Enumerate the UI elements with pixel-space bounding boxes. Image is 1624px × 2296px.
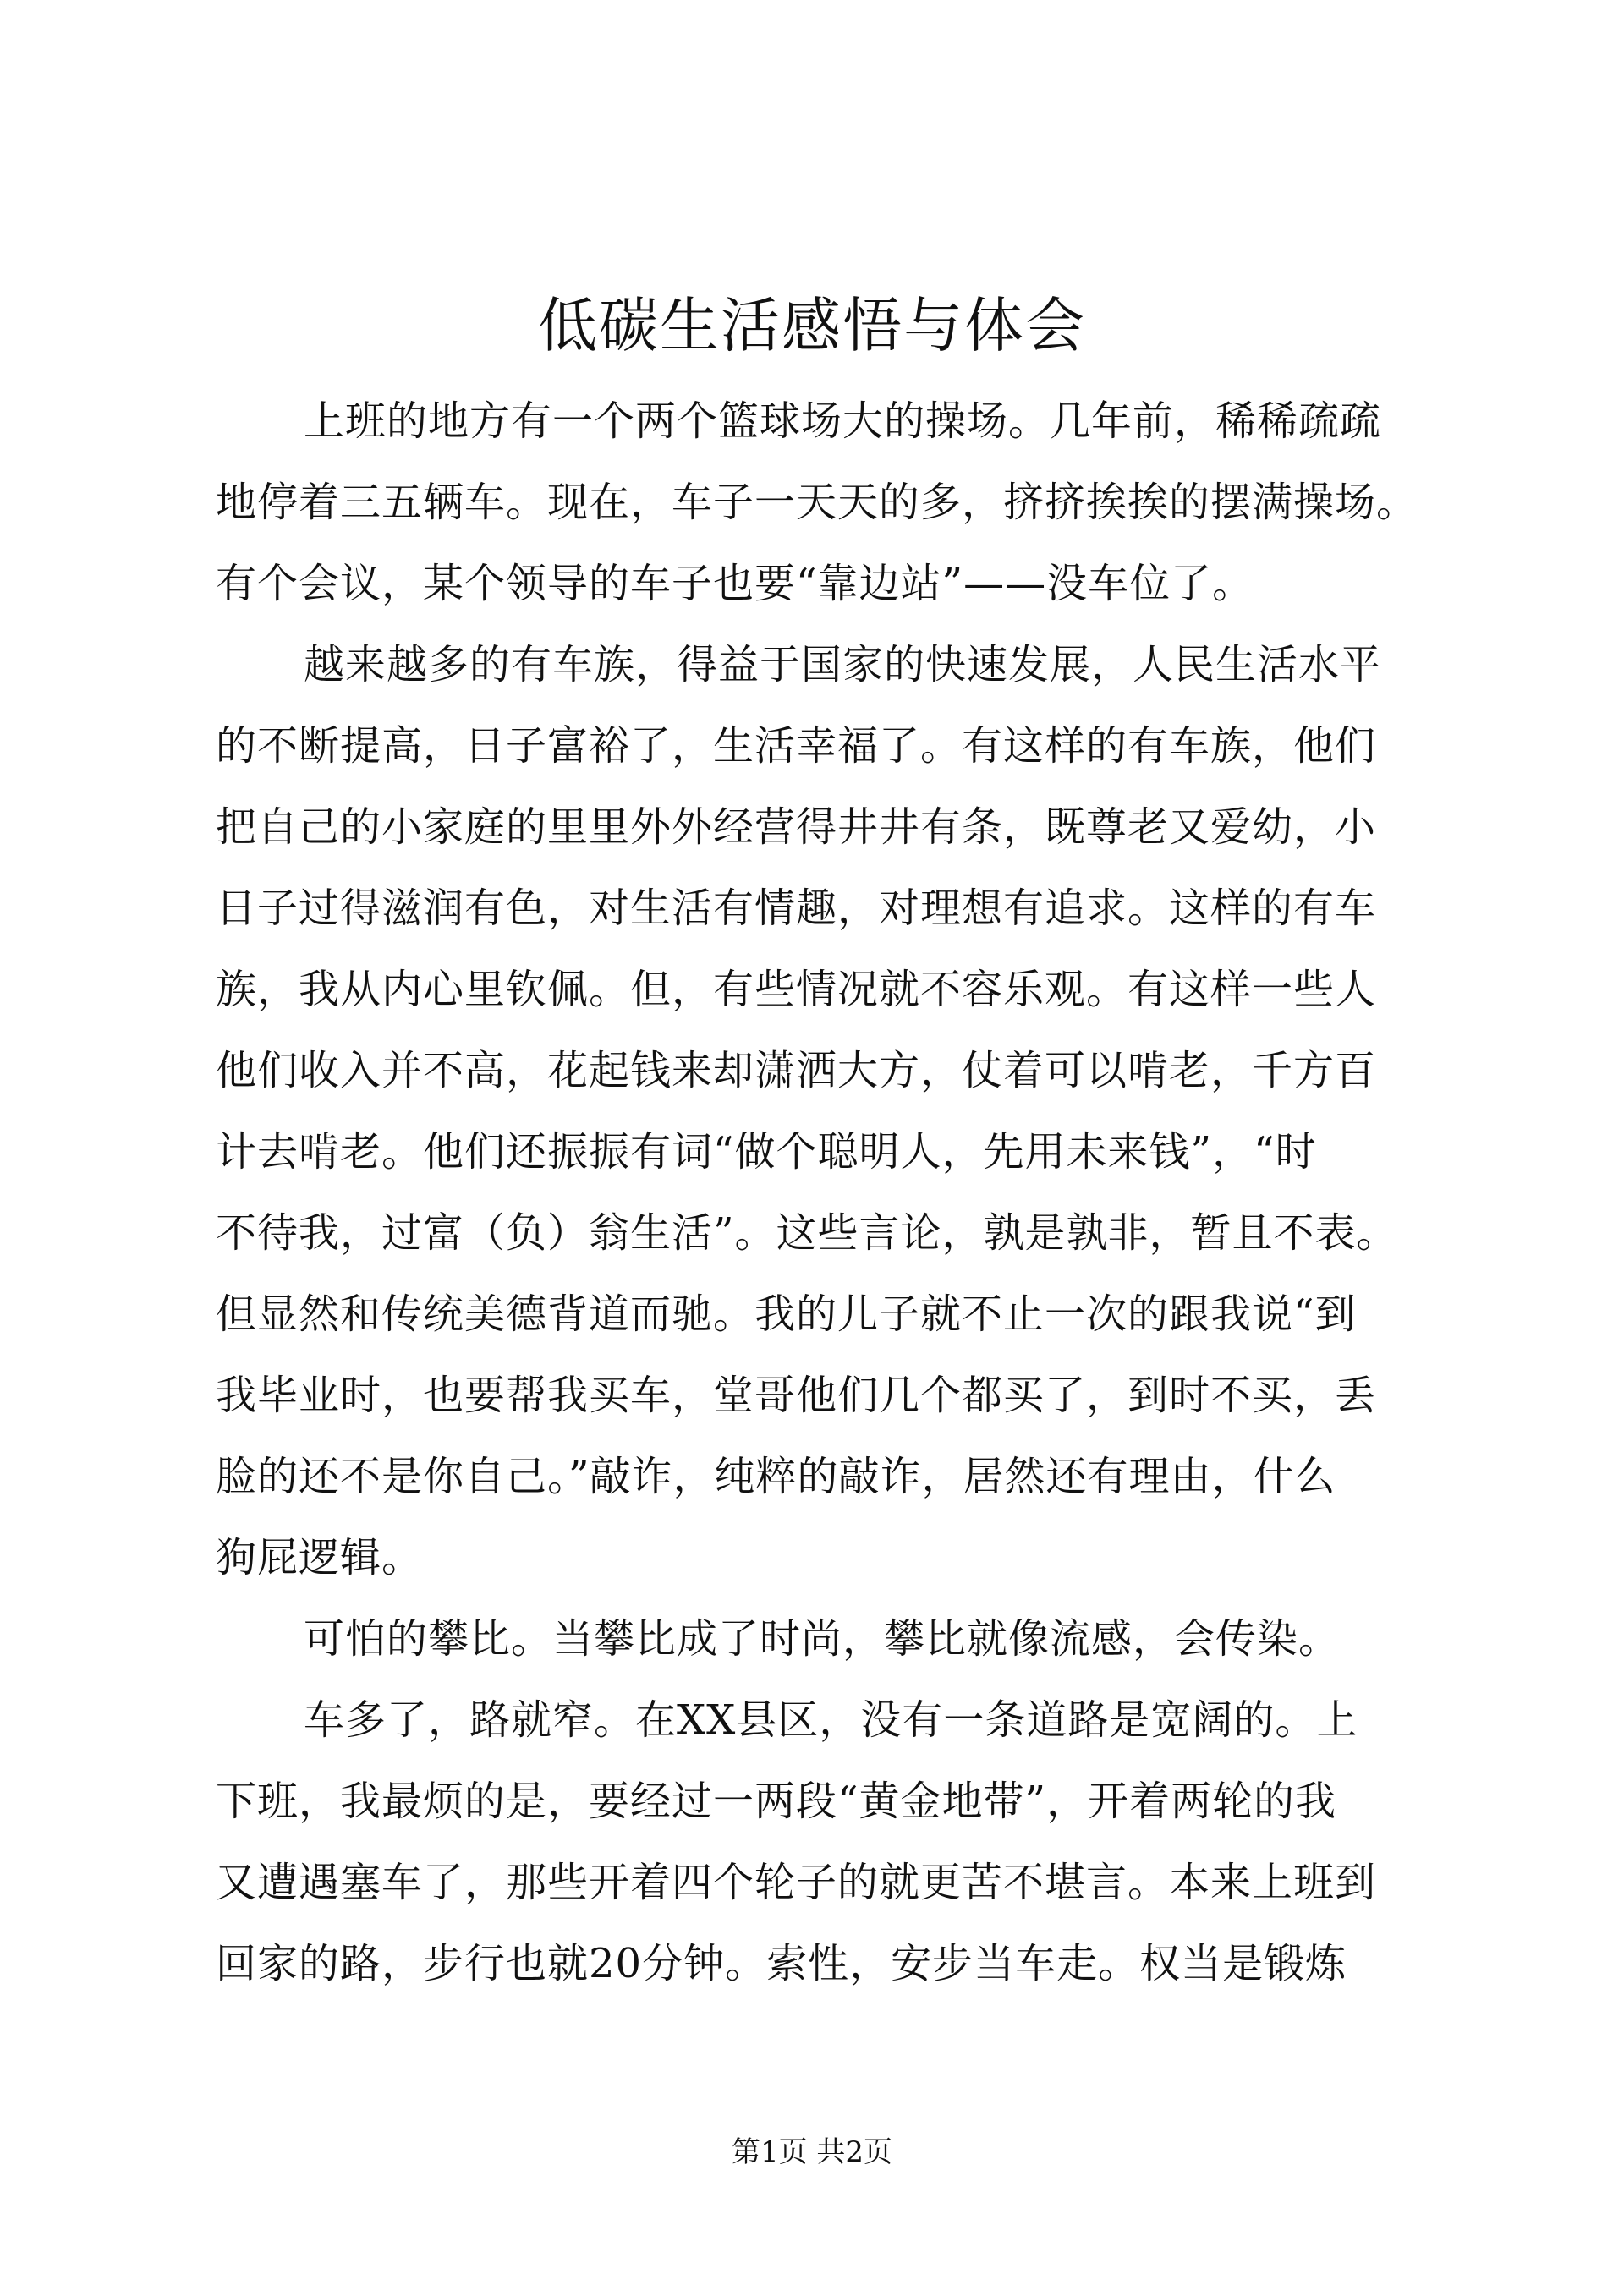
text-line: 又遭遇塞车了，那些开着四个轮子的就更苦不堪言。本来上班到: [216, 1859, 1377, 1906]
text-line: 把自己的小家庭的里里外外经营得井井有条，既尊老又爱幼，小: [216, 803, 1377, 851]
text-line: 脸的还不是你自己。”敲诈，纯粹的敲诈，居然还有理由，什么: [216, 1453, 1336, 1500]
text-line: 越来越多的有车族，得益于国家的快速发展，人民生活水平: [304, 641, 1382, 688]
text-line: 地停着三五辆车。现在，车子一天天的多，挤挤挨挨的摆满操场。: [216, 479, 1418, 526]
document-body: [216, 381, 1434, 2004]
text-line: 的不断提高，日子富裕了，生活幸福了。有这样的有车族，他们: [216, 722, 1377, 770]
text-line: 车多了，路就窄。在XX县区，没有一条道路是宽阔的。上: [304, 1696, 1358, 1744]
text-line: 我毕业时，也要帮我买车，堂哥他们几个都买了，到时不买，丢: [216, 1372, 1377, 1419]
text-line: 有个会议，某个领导的车子也要“靠边站”——没车位了。: [216, 560, 1254, 607]
text-line: 计去啃老。他们还振振有词“做个聪明人，先用未来钱”，“时: [216, 1128, 1317, 1175]
text-line: 但显然和传统美德背道而驰。我的儿子就不止一次的跟我说“到: [216, 1290, 1357, 1338]
text-line: 族，我从内心里钦佩。但，有些情况就不容乐观。有这样一些人: [216, 966, 1377, 1013]
text-line: 上班的地方有一个两个篮球场大的操场。几年前，稀稀疏疏: [304, 397, 1382, 445]
text-line: 日子过得滋润有色，对生活有情趣，对理想有追求。这样的有车: [216, 885, 1377, 932]
document-title: 低碳生活感悟与体会: [538, 291, 1086, 360]
text-line: 回家的路，步行也就20分钟。索性，安步当车走。权当是锻炼: [216, 1940, 1347, 1987]
page-footer: 第1页 共2页: [731, 2135, 893, 2169]
text-line: 狗屁逻辑。: [216, 1534, 424, 1581]
text-line: 下班，我最烦的是，要经过一两段“黄金地带”，开着两轮的我: [216, 1778, 1337, 1825]
text-line: 可怕的攀比。当攀比成了时尚，攀比就像流感，会传染。: [304, 1615, 1341, 1663]
text-line: 不待我，过富（负）翁生活”。这些言论，孰是孰非，暂且不表。: [216, 1209, 1398, 1257]
text-line: 他们收入并不高，花起钱来却潇洒大方，仗着可以啃老，千方百: [216, 1047, 1377, 1094]
